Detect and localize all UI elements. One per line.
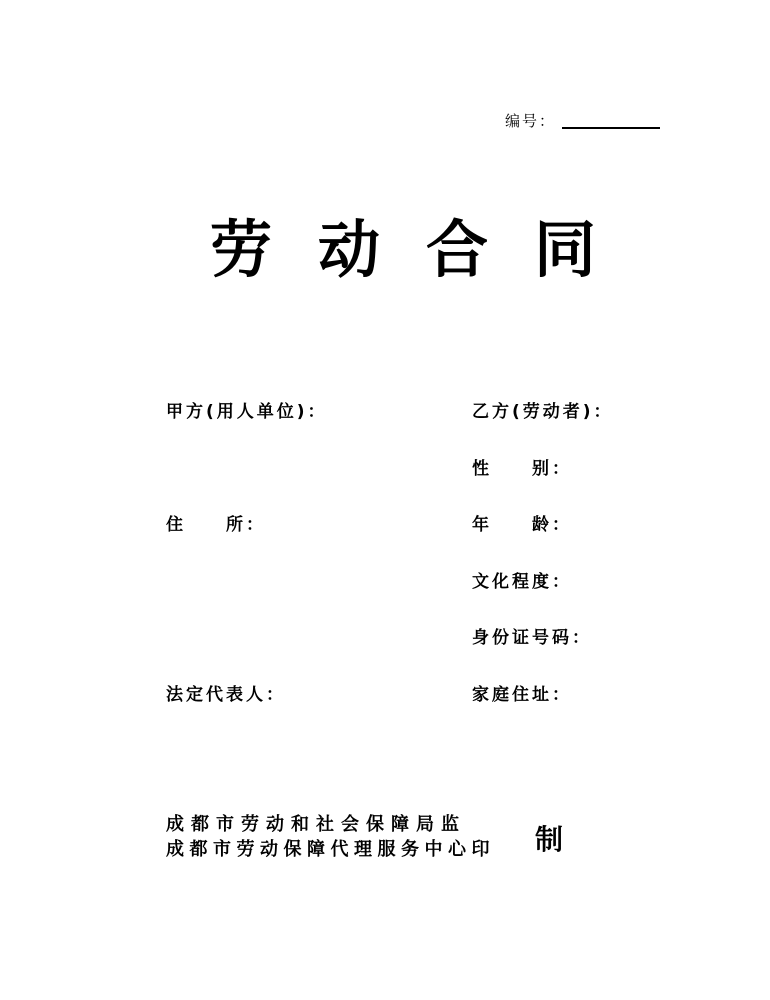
party-b-gender-label-start: 性 (472, 459, 492, 479)
party-b-age-label (472, 510, 572, 535)
party-b-age-label-end: 龄： (532, 515, 572, 535)
issuer-line-printer: 成都市劳动保障代理服务中心印 (166, 839, 495, 860)
party-a-address-label (166, 510, 266, 535)
party-b-age-label-start: 年 (472, 515, 492, 535)
serial-number-label: 编号： (505, 112, 557, 130)
party-b-home-address-label: 家庭住址： (472, 685, 572, 705)
party-b-gender-label-end: 别： (532, 459, 572, 479)
party-a-legal-rep-label: 法定代表人： (166, 685, 286, 705)
title-char: 劳 (210, 213, 273, 286)
party-b-gender-label (472, 454, 572, 479)
issuer-block (166, 812, 495, 862)
party-b-id-label: 身份证号码： (472, 628, 592, 648)
title-char: 动 (318, 213, 381, 286)
party-a-address-label-end: 所： (226, 515, 266, 535)
title-char: 合 (426, 213, 489, 286)
party-b-education-label: 文化程度： (472, 572, 572, 592)
party-b-name-label: 乙方(劳动者)： (472, 402, 614, 422)
serial-number (505, 110, 660, 131)
issuer-line-supervisor: 成都市劳动和社会保障局监 (166, 814, 466, 835)
document-title (210, 200, 596, 289)
serial-number-blank (562, 127, 660, 129)
party-a-address-label-start: 住 (166, 515, 186, 535)
issuer-side-char: 制 (535, 823, 564, 856)
title-char: 同 (534, 213, 597, 286)
party-a-name-label: 甲方(用人单位)： (166, 402, 328, 422)
